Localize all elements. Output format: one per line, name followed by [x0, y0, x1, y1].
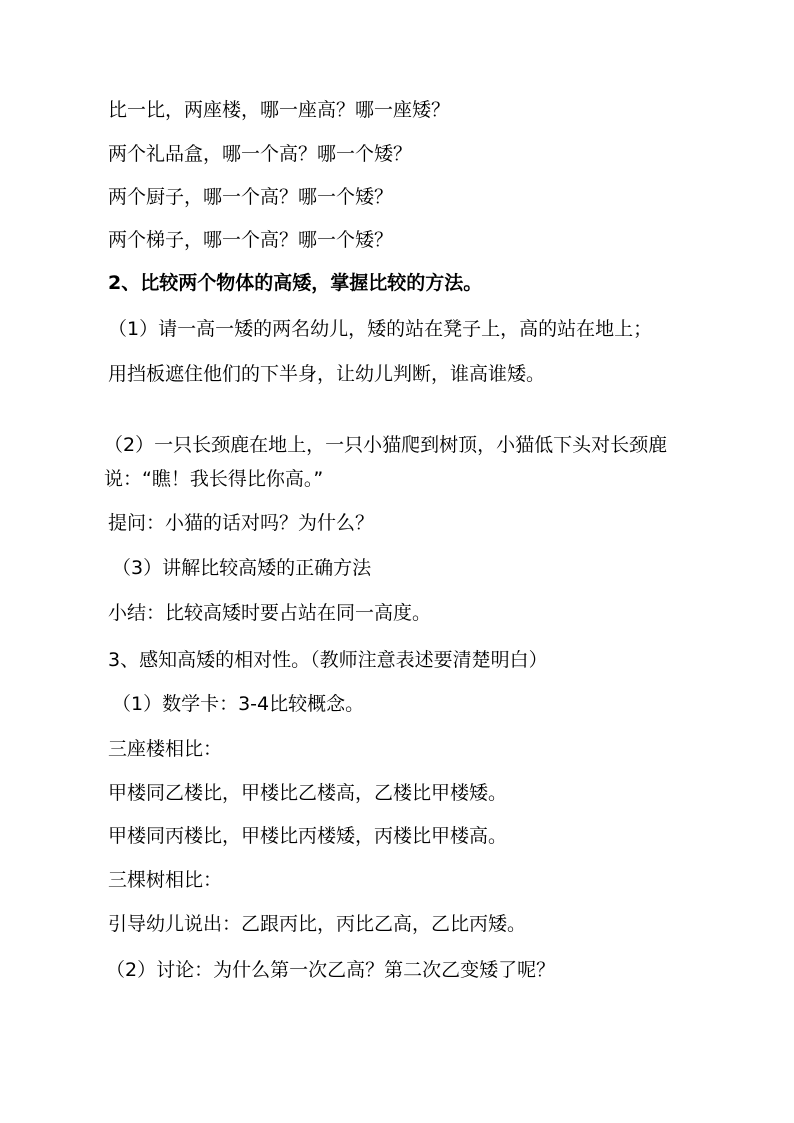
text-line: 三座楼相比：: [108, 738, 223, 760]
text-line: （2）讨论：为什么第一次乙高？第二次乙变矮了呢？: [106, 959, 556, 981]
section-heading: 2、比较两个物体的高矮，掌握比较的方法。: [108, 272, 483, 294]
text-line: 小结：比较高矮时要占站在同一高度。: [108, 602, 432, 624]
text-line: （1）请一高一矮的两名幼儿，矮的站在凳子上，高的站在地上；: [108, 318, 653, 340]
text-line: 甲楼同丙楼比，甲楼比丙楼矮，丙楼比甲楼高。: [108, 825, 508, 847]
text-line: 说：“瞧！我长得比你高。”: [104, 468, 324, 490]
text-line: 甲楼同乙楼比，甲楼比乙楼高，乙楼比甲楼矮。: [108, 782, 508, 804]
text-line: 用挡板遮住他们的下半身，让幼儿判断，谁高谁矮。: [108, 363, 546, 385]
text-line: 比一比，两座楼，哪一座高？哪一座矮？: [108, 99, 451, 121]
text-line: 两个礼品盒，哪一个高？哪一个矮？: [108, 143, 413, 165]
text-line: （2）一只长颈鹿在地上，一只小猫爬到树顶，小猫低下头对长颈鹿: [104, 434, 668, 456]
text-line: （3）讲解比较高矮的正确方法: [112, 557, 372, 579]
text-line: 提问：小猫的话对吗？为什么？: [108, 512, 375, 534]
text-line: 两个梯子，哪一个高？哪一个矮？: [108, 229, 394, 251]
text-line: （1）数学卡：3-4比较概念。: [112, 693, 365, 715]
section-heading: 3、感知高矮的相对性。（教师注意表述要清楚明白）: [108, 649, 548, 671]
text-line: 两个厨子，哪一个高？哪一个矮？: [108, 186, 394, 208]
text-line: 三棵树相比：: [108, 869, 223, 891]
text-line: 引导幼儿说出：乙跟丙比，丙比乙高，乙比丙矮。: [108, 913, 527, 935]
